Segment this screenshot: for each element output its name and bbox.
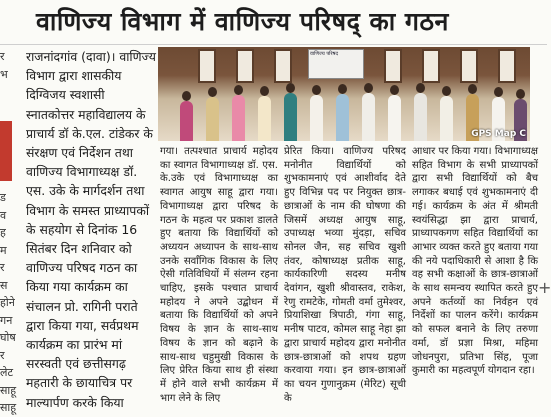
person: [310, 95, 323, 141]
edge-fragment: ड: [0, 191, 6, 204]
gps-stamp: GPS Map C: [471, 129, 526, 139]
edge-fragment: र: [0, 261, 5, 274]
crop-mark-icon: +: [538, 278, 551, 297]
edge-fragment: स: [0, 278, 8, 292]
left-edge-column: [0, 48, 17, 414]
edge-fragment: घोष: [0, 331, 16, 344]
edge-fragment: र: [0, 348, 5, 362]
window: [460, 49, 478, 83]
edge-fragment: र: [0, 50, 5, 63]
window: [274, 49, 292, 83]
person: [258, 96, 271, 141]
person: [388, 95, 401, 141]
window: [498, 49, 516, 83]
person: [440, 96, 453, 141]
event-photo: [158, 47, 530, 141]
column-text: प्रेरित किया। वाणिज्य परिषद मनोनीत विद्यार्थियों को शुभकामनाएं एवं आशीर्वाद देते हुए विभिन्न पद पर नियुक्त छात्र-छात्राओं के नाम की घोषणा की जिसमें अध्यक्ष आयुष साहू, उपाध्यक्ष भव्या मुंदड़ा, सचिव सोनल जैन, सह सचिव खुशी तंवर, कोषाध्यक्ष प्रतीक साहू, कार्यकारिणी सदस्य मनीष देवांगन, खुशी श्रीवास्तव, राकेश, रेणु रामटेके, गोमती वर्मा तुमेश्वर, प्रियाशिखा त्रिपाठी, गंगा साहू, मनीष पाटव, कोमल साहू नेहा झा द्वारा प्राचार्य महोदय द्वारा मनोनीत छात्र-छात्राओं को शपथ ग्रहण करवाया गया। इन छात्र-छात्राओं का चयन गुणानुक्रम (मेरिट) सूची के: [284, 146, 406, 404]
column-text: आधार पर किया गया। विभागाध्यक्ष सहित विभाग के सभी प्राध्यापकों द्वारा सभी विद्यार्थियों को बैच लगाकर बधाई एवं शुभकामनाएं दी गई। कार्यक्रम के अंत में श्रीमती स्वयंसिद्धा झा द्वारा प्राचार्य, प्राध्यापकगण सहित विद्यार्थियों का आभार व्यक्त करते हुए बताया गया की नये पदाधिकारी से आशा है कि वह सभी कक्षाओं के छात्र-छात्राओं के साथ समन्वय स्थापित करते हुए अपने कर्तव्यों का निर्वहन एवं निर्देशों का पालन करेंगे। कार्यक्रम को सफल बनाने के लिए तरुणा वर्मा, डॉ प्रज्ञा मिश्रा, महिमा जोधनपुरा, प्रतिभा सिंह, पूजा कुमारी का महत्वपूर्ण योगदान रहा।: [412, 146, 538, 377]
edge-fragment: ह: [0, 226, 6, 239]
edge-fragment: साहू: [0, 383, 17, 397]
person: [336, 94, 349, 141]
person: [414, 93, 427, 141]
headline: वाणिज्य विभाग में वाणिज्य परिषद् का गठन: [36, 7, 449, 36]
person: [284, 93, 297, 141]
article-column-3: [412, 145, 538, 411]
edge-fragment: व: [0, 208, 7, 222]
article-column-1: [160, 145, 278, 411]
edge-fragment: साहू: [0, 401, 17, 414]
window: [198, 49, 216, 83]
edge-fragment: भ: [0, 67, 8, 81]
edge-fragment: गन: [0, 313, 13, 327]
lead-paragraph: राजनांदगांव (दावा)। वाणिज्य विभाग द्वारा शासकीय दिग्विजय स्वशासी स्नातकोत्तर महाविद्यालय के प्राचार्य डॉ के.एल. टांडेकर के संरक्षण एवं निर्देशन तथा वाणिज्य विभागाध्यक्ष डॉ. एस. उके के मार्गदर्शन तथा विभाग के समस्त प्राध्यापकों के सहयोग से दिनांक 16 सितंबर दिन शनिवार को वाणिज्य परिषद गठन का किया गया कार्यक्रम का संचालन प्रो. रागिनी पराते द्वारा किया गया, सर्वप्रथम कार्यक्रम का प्रारंभ मां सरस्वती एवं छत्तीसगढ़ महतारी के छायाचित्र पर माल्यार्पण करके किया: [26, 49, 156, 410]
person: [180, 101, 193, 141]
edge-photo: [0, 121, 12, 181]
window: [236, 49, 254, 83]
divider: [0, 44, 547, 45]
person: [206, 97, 219, 141]
photo-banner: वाणिज्य परिषद: [308, 49, 364, 79]
window: [422, 49, 440, 83]
person: [232, 95, 245, 141]
column-text: गया। तत्पश्चात प्राचार्य महोदय का स्वागत विभागाध्यक्ष डॉ. एस. के.उके एवं विभागाध्यक्ष का स्वागत आयुष साहू द्वारा गया। विभागाध्यक्ष द्वारा परिषद के गठन के महत्व पर प्रकाश डालते हुए बताया कि विद्यार्थियों को अध्ययन अध्यापन के साथ-साथ उनके सर्वांगिक विकास के लिए ऐसी गतिविधियों में संलग्न रहना चाहिए, इसके पश्चात प्राचार्य महोदय ने अपने उद्बोधन में बताया कि विद्यार्थियों को अपने विषय के ज्ञान के साथ-साथ विषय के ज्ञान को बढ़ाने के साथ-साथ चहुमुखी विकास के लिए प्रेरित किया साथ ही संस्था में होने वाले सभी कार्यक्रम में भाग लेने के लिए: [160, 146, 278, 404]
edge-fragment: म: [0, 243, 7, 257]
edge-fragment: होने: [0, 296, 15, 309]
window: [384, 49, 402, 83]
person: [362, 93, 375, 141]
lead-column: [26, 47, 156, 411]
edge-fragment: लेट: [0, 366, 14, 379]
article-column-2: [284, 145, 406, 411]
